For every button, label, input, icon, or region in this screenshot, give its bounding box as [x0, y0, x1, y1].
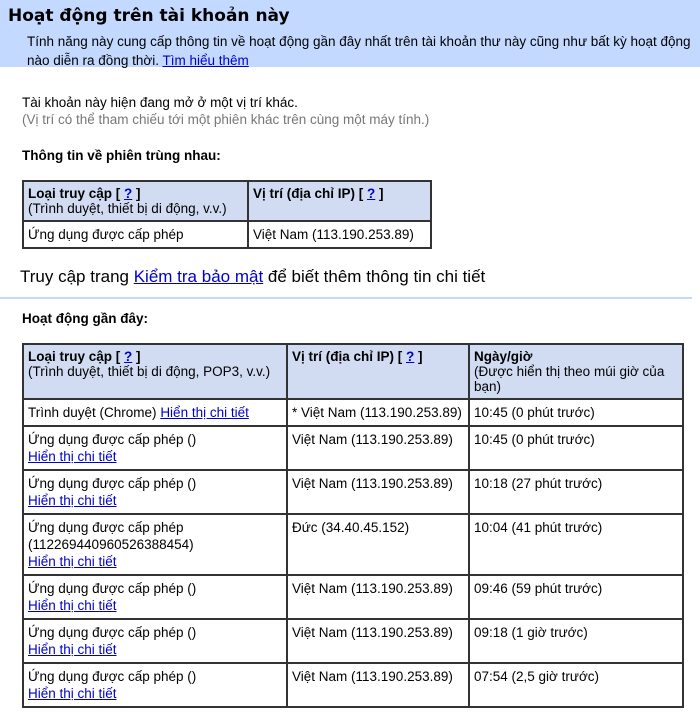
access-cell: Ứng dụng được cấp phép (112269440960526388454) Hiển thị chi tiết — [23, 514, 287, 575]
table-row — [23, 619, 683, 663]
access-cell: Ứng dụng được cấp phép () Hiển thị chi tiết — [23, 426, 287, 470]
location-cell: Đức (34.40.45.152) — [287, 514, 469, 575]
description-text: Tính năng này cung cấp thông tin về hoạt động gần đây nhất trên tài khoản thư này cũng như bất kỳ hoạt động nào diễn ra đồng thời. — [27, 34, 691, 68]
notice-note: (Vị trí có thể tham chiếu tới một phiên khác trên cùng một máy tính.) — [22, 112, 430, 127]
col-access-sub: (Trình duyệt, thiết bị di động, POP3, v.v.) — [28, 364, 271, 379]
overlap-section-title: Thông tin về phiên trùng nhau: — [22, 148, 221, 163]
show-details-link[interactable]: Hiển thị chi tiết — [28, 493, 117, 508]
col-location: Vị trí (địa chỉ IP) [ ? ] — [248, 181, 431, 221]
section-divider — [0, 297, 692, 299]
table-row — [23, 399, 683, 426]
location-cell: Việt Nam (113.190.253.89) — [287, 619, 469, 663]
help-link[interactable]: ? — [367, 186, 376, 201]
location-cell: Việt Nam (113.190.253.89) — [248, 221, 431, 248]
location-cell: Việt Nam (113.190.253.89) — [287, 470, 469, 514]
table-row — [23, 470, 683, 514]
overlap-table — [22, 180, 432, 249]
time-cell: 07:54 (2,5 giờ trước) — [469, 663, 683, 707]
col-access-sub: (Trình duyệt, thiết bị di động, v.v.) — [28, 201, 227, 216]
time-cell: 09:46 (59 phút trước) — [469, 575, 683, 619]
access-cell: Ứng dụng được cấp phép — [23, 221, 248, 248]
time-cell: 10:45 (0 phút trước) — [469, 426, 683, 470]
table-row — [23, 663, 683, 707]
help-link[interactable]: ? — [406, 349, 415, 364]
table-row — [23, 575, 683, 619]
show-details-link[interactable]: Hiển thị chi tiết — [28, 642, 117, 657]
help-link[interactable]: ? — [124, 349, 133, 364]
col-datetime-sub: (Được hiển thị theo múi giờ của bạn) — [474, 364, 665, 394]
time-cell: 10:45 (0 phút trước) — [469, 399, 683, 426]
table-row — [23, 514, 683, 575]
time-cell: 09:18 (1 giờ trước) — [469, 619, 683, 663]
page-title: Hoạt động trên tài khoản này — [8, 6, 290, 26]
learn-more-link[interactable]: Tìm hiểu thêm — [162, 53, 249, 68]
security-checkup-link[interactable]: Kiểm tra bảo mật — [133, 267, 264, 286]
table-row — [23, 221, 431, 248]
table-header-row — [23, 181, 431, 221]
access-cell: Ứng dụng được cấp phép () Hiển thị chi tiết — [23, 663, 287, 707]
location-cell: Việt Nam (113.190.253.89) — [287, 663, 469, 707]
page-header — [0, 0, 700, 67]
col-access-type: Loại truy cập [ ? ] (Trình duyệt, thiết bị di động, POP3, v.v.) — [23, 344, 287, 399]
show-details-link[interactable]: Hiển thị chi tiết — [28, 449, 117, 464]
show-details-link[interactable]: Hiển thị chi tiết — [28, 686, 117, 701]
col-datetime: Ngày/giờ (Được hiển thị theo múi giờ của bạn) — [469, 344, 683, 399]
recent-content — [0, 311, 700, 708]
access-cell: Ứng dụng được cấp phép () Hiển thị chi tiết — [23, 575, 287, 619]
header-description — [27, 32, 692, 70]
notice-line: Tài khoản này hiện đang mở ở một vị trí khác. — [22, 95, 298, 110]
access-cell: Ứng dụng được cấp phép () Hiển thị chi tiết — [23, 470, 287, 514]
show-details-link[interactable]: Hiển thị chi tiết — [160, 405, 249, 420]
location-cell: Việt Nam (113.190.253.89) — [287, 575, 469, 619]
time-cell: 10:18 (27 phút trước) — [469, 470, 683, 514]
location-cell: * Việt Nam (113.190.253.89) — [287, 399, 469, 426]
security-checkup-line: Truy cập trang Kiểm tra bảo mật để biết thêm thông tin chi tiết — [20, 267, 486, 286]
table-row — [23, 426, 683, 470]
show-details-link[interactable]: Hiển thị chi tiết — [28, 598, 117, 613]
time-cell: 10:04 (41 phút trước) — [469, 514, 683, 575]
help-link[interactable]: ? — [124, 186, 133, 201]
main-content — [0, 94, 700, 287]
location-cell: Việt Nam (113.190.253.89) — [287, 426, 469, 470]
col-location: Vị trí (địa chỉ IP) [ ? ] — [287, 344, 469, 399]
show-details-link[interactable]: Hiển thị chi tiết — [28, 554, 117, 569]
access-cell: Ứng dụng được cấp phép () Hiển thị chi tiết — [23, 619, 287, 663]
recent-section-title: Hoạt động gần đây: — [22, 311, 148, 326]
session-notice — [22, 94, 700, 128]
access-cell: Trình duyệt (Chrome) Hiển thị chi tiết — [23, 399, 287, 426]
recent-activity-table — [22, 343, 684, 708]
table-header-row — [23, 344, 683, 399]
col-access-type: Loại truy cập [ ? ] (Trình duyệt, thiết bị di động, v.v.) — [23, 181, 248, 221]
